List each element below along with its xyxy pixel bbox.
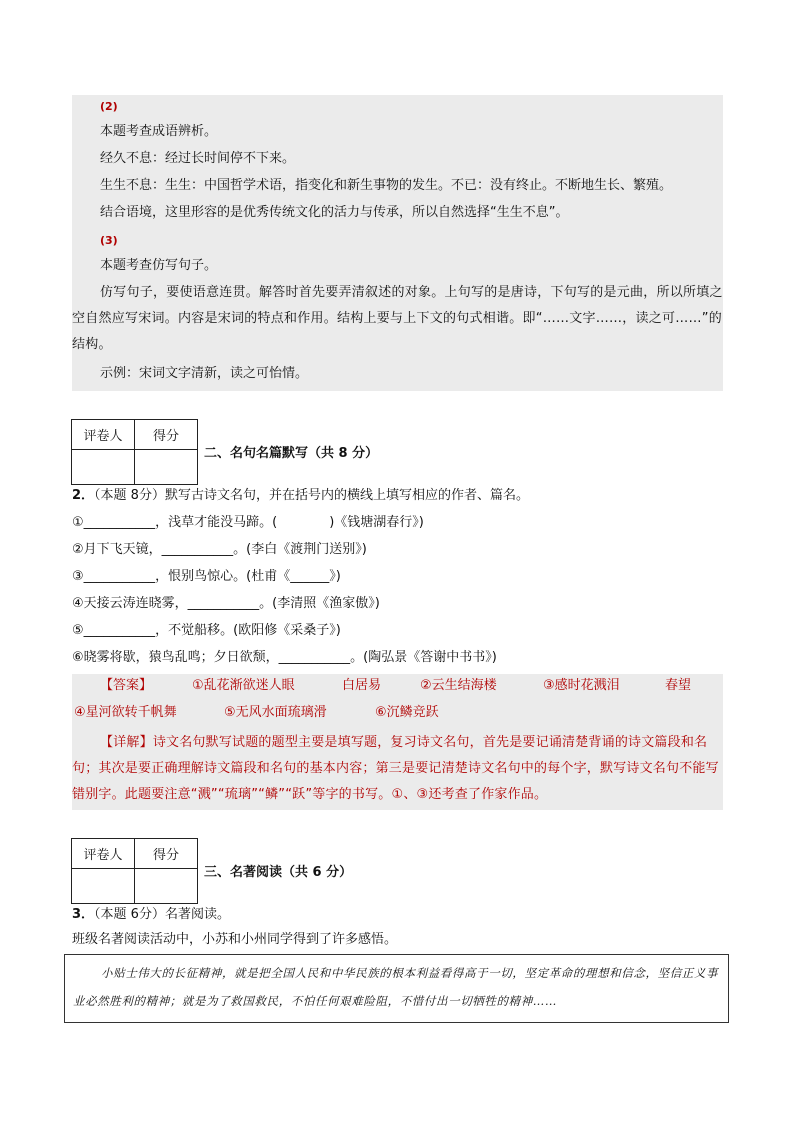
answer-item: ④星河欲转千帆舞 bbox=[74, 705, 177, 720]
question-number: 3． bbox=[72, 907, 95, 922]
score-label: 得分 bbox=[135, 420, 198, 450]
analysis-line: 本题考查成语辨析。 bbox=[100, 124, 218, 139]
activity-intro: 班级名著阅读活动中，小苏和小州同学得到了许多感悟。 bbox=[72, 932, 398, 947]
question-meta: （本题 8分） bbox=[94, 488, 165, 503]
analysis-line: 经久不息：经过长时间停不下来。 bbox=[100, 151, 296, 166]
recitation-item: ①___________，浅草才能没马蹄。( )《钱塘湖春行》) bbox=[72, 515, 424, 530]
recitation-item: ⑤___________，不觉船移。(欧阳修《采桑子》) bbox=[72, 623, 341, 638]
recitation-item: ⑥晓雾将歇，猿鸟乱鸣；夕日欲颓，___________。(陶弘景《答谢中书书》) bbox=[72, 650, 497, 665]
score-cell bbox=[135, 450, 198, 485]
detail-paragraph bbox=[72, 730, 723, 808]
score-label: 得分 bbox=[135, 839, 198, 869]
answer-item: ⑤无风水面琉璃滑 bbox=[224, 705, 327, 720]
section-title: 二、名句名篇默写（共 8 分） bbox=[204, 446, 379, 461]
sub-question-marker: (3) bbox=[100, 234, 118, 247]
question-meta: （本题 6分） bbox=[94, 907, 165, 922]
recitation-item: ④天接云涛连晓雾，___________。(李清照《渔家傲》) bbox=[72, 596, 380, 611]
grader-label: 评卷人 bbox=[72, 839, 135, 869]
grader-table bbox=[71, 838, 198, 904]
detail-text: 诗文名句默写试题的题型主要是填写题，复习诗文名句，首先是要记诵清楚背诵的诗文篇段和名句；其次是要正确理解诗文篇段和名句的基本内容；第三是要记清楚诗文名句中的每个字，默写诗文名句不能写错别字。此题要注意“溅”“琉璃”“鳞”“跃”等字的书写。①、③还考查了作家作品。 bbox=[72, 735, 719, 802]
answer-item: 白居易 bbox=[342, 678, 382, 693]
question-number: 2． bbox=[72, 488, 95, 503]
answer-item: ⑥沉鳞竞跃 bbox=[375, 705, 439, 720]
answer-label: 【答案】 bbox=[100, 678, 153, 693]
question-text: 默写古诗文名句，并在括号内的横线上填写相应的作者、篇名。 bbox=[164, 488, 529, 503]
grader-cell bbox=[72, 869, 135, 904]
score-cell bbox=[135, 869, 198, 904]
answer-item: ②云生结海楼 bbox=[420, 678, 497, 693]
analysis-example: 示例：宋词文字清新，读之可怡情。 bbox=[100, 366, 309, 381]
analysis-paragraph: 仿写句子，要使语意连贯。解答时首先要弄清叙述的对象。上句写的是唐诗，下句写的是元曲，所以所填之空自然应写宋词。内容是宋词的特点和作用。结构上要与上下文的句式相谐。即“……文字……，读之可……”的结构。 bbox=[72, 285, 723, 352]
recitation-item: ②月下飞天镜，___________。(李白《渡荆门送别》) bbox=[72, 542, 367, 557]
analysis-line: 结合语境，这里形容的是优秀传统文化的活力与传承，所以自然选择“生生不息”。 bbox=[100, 205, 569, 220]
analysis-line: 本题考查仿写句子。 bbox=[100, 258, 218, 273]
detail-label: 【详解】 bbox=[100, 735, 153, 750]
grader-table bbox=[71, 419, 198, 485]
answer-item: ①乱花渐欲迷人眼 bbox=[192, 678, 295, 693]
answer-item: 春望 bbox=[665, 678, 692, 693]
answer-item: ③感时花溅泪 bbox=[543, 678, 620, 693]
question-stem bbox=[72, 905, 230, 925]
grader-label: 评卷人 bbox=[72, 420, 135, 450]
section-title: 三、名著阅读（共 6 分） bbox=[204, 865, 353, 880]
question-text: 名著阅读。 bbox=[164, 907, 230, 922]
question-stem bbox=[72, 486, 529, 506]
recitation-item: ③___________，恨别鸟惊心。(杜甫《______》) bbox=[72, 569, 341, 584]
analysis-line: 生生不息：生生：中国哲学术语，指变化和新生事物的发生。不已：没有终止。不断地生长、繁殖。 bbox=[100, 178, 673, 193]
grader-cell bbox=[72, 450, 135, 485]
sub-question-marker: (2) bbox=[100, 100, 118, 113]
tips-box: 小贴士伟大的长征精神，就是把全国人民和中华民族的根本利益看得高于一切，坚定革命的理想和信念，坚信正义事业必然胜利的精神；就是为了救国救民，不怕任何艰难险阻，不惜付出一切牺牲的精神…… bbox=[64, 954, 729, 1023]
